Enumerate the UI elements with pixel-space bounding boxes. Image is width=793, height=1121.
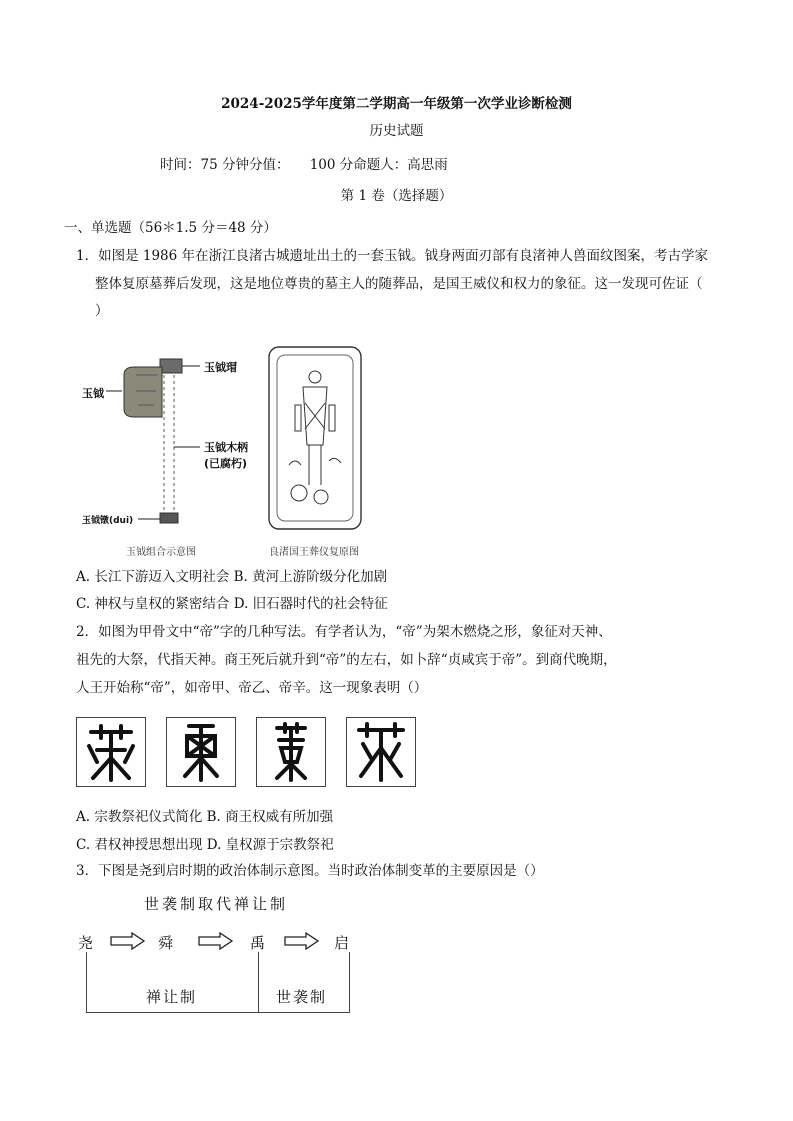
caption-burial: 良渚国王葬仪复原图 — [269, 547, 359, 558]
oracle-glyph-2 — [166, 717, 236, 787]
label-yue-mao: 玉钺瑁 — [204, 361, 237, 374]
section-heading: 一、单选题（56＊1.5 分＝48 分） — [64, 220, 277, 236]
q2-stem-line3: 人王开始称“帝”，如帝甲、帝乙、帝辛。这一现象表明（） — [76, 680, 428, 696]
q2-stem-line2: 祖先的大祭，代指天神。商王死后就升到“帝”的左右，如卜辞“贞咸宾于帝”。到商代晚期， — [76, 652, 617, 668]
q1-options-line1: A. 长江下游迈入文明社会 B. 黄河上游阶级分化加剧 — [76, 569, 388, 585]
q3-system-divider — [258, 952, 259, 1012]
exam-meta: 时间：75 分钟分值： 100 分命题人：高思雨 — [160, 157, 448, 173]
oracle-glyph-1 — [76, 717, 146, 787]
right-arrow-icon — [284, 932, 320, 950]
burial-diagram — [265, 345, 365, 535]
di-glyph-icon — [257, 718, 325, 786]
q3-name-yao: 尧 — [78, 934, 94, 952]
q3-name-qi: 启 — [334, 934, 350, 952]
q1-stem-line3: ） — [95, 303, 109, 319]
di-glyph-icon — [77, 718, 145, 786]
label-handle-note: (已腐朽) — [204, 457, 248, 470]
exam-title: 2024-2025学年度第二学期高一年级第一次学业诊断检测 — [221, 96, 572, 112]
q3-stem-line1: 3．下图是尧到启时期的政治体制示意图。当时政治体制变革的主要原因是（） — [76, 863, 544, 879]
oracle-glyph-3 — [256, 717, 326, 787]
volume-heading: 第 1 卷（选择题） — [340, 188, 453, 204]
di-glyph-icon — [347, 718, 415, 786]
q3-name-yu: 禹 — [250, 934, 266, 952]
label-handle: 玉钺木柄 — [204, 441, 248, 454]
q3-label-shixi: 世袭制 — [276, 988, 328, 1006]
label-yue: 玉钺 — [82, 387, 104, 400]
right-arrow-icon — [110, 932, 146, 950]
q1-options-line2: C. 神权与皇权的紧密结合 D. 旧石器时代的社会特征 — [76, 596, 388, 612]
q2-stem-line1: 2．如图为甲骨文中“帝”字的几种写法。有学者认为，“帝”为架木燃烧之形，象征对天神、 — [76, 624, 612, 640]
right-arrow-icon — [198, 932, 234, 950]
q3-diagram-heading: 世袭制取代禅让制 — [144, 895, 289, 913]
q1-stem-line2: 整体复原墓葬后发现，这是地位尊贵的墓主人的随葬品，是国王威仪和权力的象征。这一发现可佐证（ — [95, 276, 703, 292]
q1-figure-right — [265, 345, 365, 560]
caption-assembly: 玉钺组合示意图 — [126, 547, 196, 558]
q2-options-line1: A. 宗教祭祀仪式简化 B. 商王权威有所加强 — [76, 809, 334, 825]
q1-stem-line1: 1．如图是 1986 年在浙江良渚古城遗址出土的一套玉钺。钺身两面刃部有良渚神人兽面纹图案，考古学家 — [76, 248, 709, 264]
q2-options-line2: C. 君权神授思想出现 D. 皇权源于宗教祭祀 — [76, 837, 334, 853]
q3-name-shun: 舜 — [158, 934, 174, 952]
exam-subject: 历史试题 — [369, 123, 424, 139]
q3-label-shanrang: 禅让制 — [146, 988, 198, 1006]
di-glyph-icon — [167, 718, 235, 786]
oracle-glyph-4 — [346, 717, 416, 787]
label-dui: 玉钺镦(dui) — [82, 516, 134, 526]
